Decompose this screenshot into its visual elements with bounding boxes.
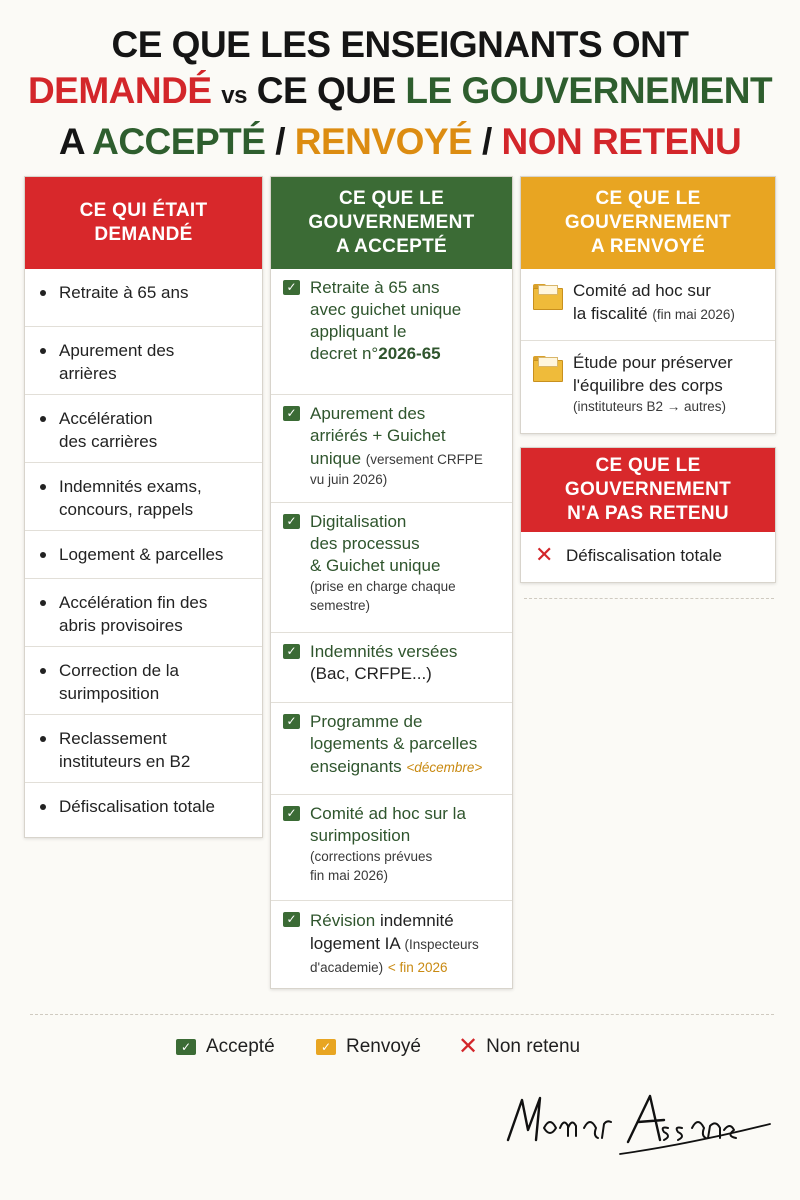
demanded-item: Logement & parcelles [25, 531, 262, 579]
referred-heading-2: GOUVERNEMENT [564, 212, 732, 233]
check-icon: ✓ [283, 912, 300, 927]
check-icon: ✓ [283, 644, 300, 659]
accepted-heading-2: GOUVERNEMENT [308, 212, 475, 233]
accepted-item-comite: ✓ Comité ad hoc sur la surimposition (corrections prévues fin mai 2026) [271, 795, 512, 901]
accepted-heading-1: CE QUE LE [338, 188, 445, 209]
title-gouvernement: LE GOUVERNEMENT [405, 70, 773, 111]
accepted-item-indemnites: ✓ Indemnités versées (Bac, CRFPE...) [271, 633, 512, 703]
demanded-header [25, 177, 262, 269]
not-retained-item: ✕ Défiscalisation totale [535, 542, 722, 567]
folder-icon [533, 356, 563, 382]
referred-column [520, 176, 776, 434]
divider-bottom [30, 1014, 774, 1015]
title-renvoye: RENVOYÉ [294, 121, 473, 162]
demanded-item: Reclassement instituteurs en B2 [25, 715, 262, 783]
not-retained-heading-3: N'A PAS RETENU [567, 503, 729, 524]
not-retained-header [521, 448, 775, 532]
accepted-item-apurement: ✓ Apurement des arriérés + Guichet unique (versement CRFPE vu juin 2026) [271, 395, 512, 503]
folder-icon [533, 284, 563, 310]
title-demande: DEMANDÉ [27, 70, 212, 111]
referred-item-comite: Comité ad hoc sur la fiscalité (fin mai 2026) [521, 269, 775, 341]
demanded-item: Indemnités exams, concours, rappels [25, 463, 262, 531]
demanded-column [24, 176, 263, 838]
title-sep-1: / [275, 121, 285, 162]
title-a: A [58, 121, 84, 162]
accepted-header [271, 177, 512, 269]
not-retained-heading-1: CE QUE LE [595, 455, 701, 476]
title-non-retenu: NON RETENU [501, 121, 742, 162]
page-title [0, 22, 800, 165]
check-icon: ✓ [283, 714, 300, 729]
title-line-3 [0, 119, 800, 165]
not-retained-column [520, 447, 776, 583]
check-icon: ✓ [283, 280, 300, 295]
check-icon: ✓ [176, 1039, 196, 1055]
check-icon: ✓ [283, 514, 300, 529]
title-ce-que: CE QUE [256, 70, 396, 111]
accepted-heading-3: A ACCEPTÉ [335, 236, 448, 257]
check-icon: ✓ [283, 806, 300, 821]
referred-header [521, 177, 775, 269]
accepted-item-retraite: ✓ Retraite à 65 ans avec guichet unique appliquant le decret n°2026-65 [271, 269, 512, 395]
not-retained-heading-2: GOUVERNEMENT [564, 479, 732, 500]
signature [500, 1082, 780, 1162]
legend-not-retained: ✕ Non retenu [458, 1033, 581, 1060]
title-accepte: ACCEPTÉ [92, 121, 266, 162]
demanded-item: Accélération des carrières [25, 395, 262, 463]
accepted-item-logements: ✓ Programme de logements & parcelles enseignants <décembre> [271, 703, 512, 795]
title-vs: vs [221, 82, 247, 109]
demanded-item: Accélération fin des abris provisoires [25, 579, 262, 647]
demanded-item: Défiscalisation totale [25, 783, 262, 835]
accepted-item-digitalisation: ✓ Digitalisation des processus & Guichet unique (prise en charge chaque semestre) [271, 503, 512, 633]
demanded-item: Correction de la surimposition [25, 647, 262, 715]
cross-icon: ✕ [458, 1033, 479, 1060]
check-icon: ✓ [316, 1039, 336, 1055]
referred-item-etude: Étude pour préserver l'équilibre des corps (instituteurs B2 → autres) [521, 341, 775, 431]
title-sep-2: / [481, 121, 492, 162]
demanded-heading-2: DEMANDÉ [94, 224, 193, 245]
demanded-item: Apurement des arrières [25, 327, 262, 395]
legend-accepted: ✓ Accepté [176, 1036, 275, 1058]
demanded-heading-1: CE QUI ÉTAIT [79, 200, 208, 221]
accepted-item-revision: ✓ Révision indemnité logement IA (Inspecteurs d'academie) < fin 2026 [271, 901, 512, 986]
title-line-2 [0, 68, 800, 119]
referred-heading-3: A RENVOYÉ [591, 236, 705, 257]
demanded-item: Retraite à 65 ans [25, 269, 262, 327]
title-line-1: CE QUE LES ENSEIGNANTS ONT [111, 24, 689, 65]
accepted-column [270, 176, 513, 989]
divider-right [524, 598, 774, 599]
referred-heading-1: CE QUE LE [595, 188, 701, 209]
cross-icon: ✕ [535, 542, 554, 567]
demanded-list [25, 269, 262, 835]
check-icon: ✓ [283, 406, 300, 421]
legend-referred: ✓ Renvoyé [316, 1036, 421, 1058]
